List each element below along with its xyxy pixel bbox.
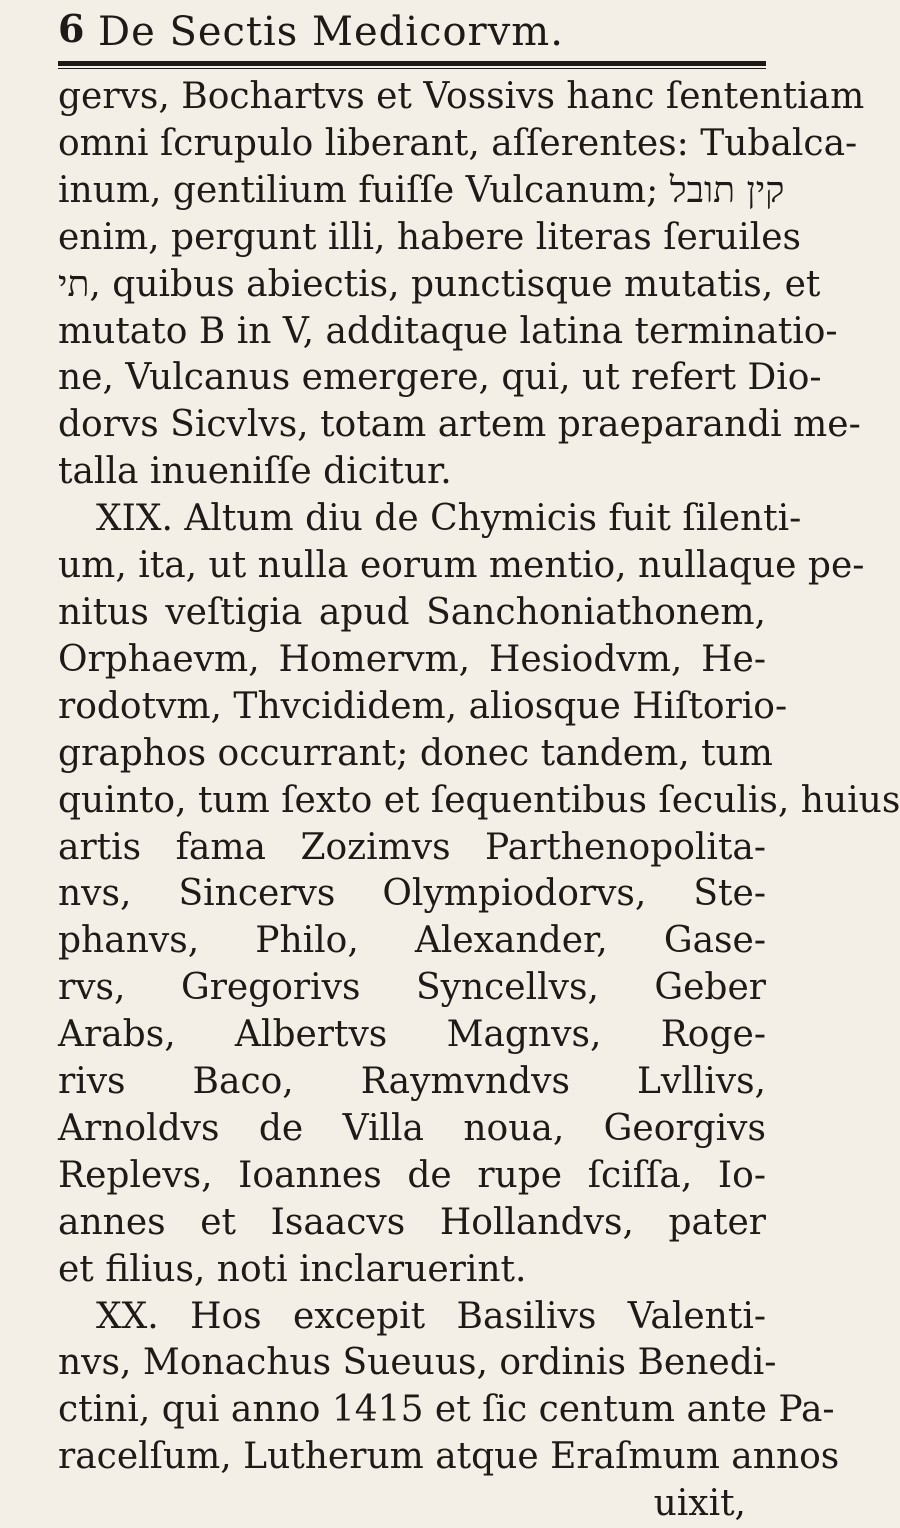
text-line: artis fama Zozimvs Parthenopolita- <box>58 826 766 868</box>
text-line: graphos occurrant; donec tandem, tum <box>58 732 773 774</box>
catchword: uixit, <box>653 1483 746 1525</box>
text-line: XIX. Altum diu de Chymicis fuit ſilenti- <box>96 498 802 540</box>
page-number: 6 <box>58 6 85 51</box>
text-line: et filius, noti inclaruerint. <box>58 1248 527 1290</box>
text-line: nvs, Sincervs Olympiodorvs, Ste- <box>58 873 766 915</box>
text-line: Replevs, Ioannes de rupe ſciſſa, Io- <box>58 1154 766 1196</box>
paragraph-1 <box>58 74 865 496</box>
text-line: annes et Isaacvs Hollandvs, pater <box>58 1201 766 1243</box>
text-line: mutato B in V, additaque latina terminatio- <box>58 310 838 352</box>
paragraph-2 <box>58 496 900 1293</box>
text-line: XX. Hos excepit Basilivs Valenti- <box>96 1295 766 1337</box>
text-line: rodotvm, Thvcididem, aliosque Hiſtorio- <box>58 685 788 727</box>
text-line: omni ſcrupulo liberant, aſſerentes: Tubalca- <box>58 122 858 164</box>
text-line: Orphaevm, Homervm, Hesiodvm, He- <box>58 638 766 680</box>
text-line: quinto, tum ſexto et ſequentibus ſeculis, huius <box>58 779 900 821</box>
text-line: rivs Baco, Raymvndvs Lvllivs, <box>58 1061 766 1103</box>
text-line: תי, quibus abiectis, punctisque mutatis, et <box>58 263 821 305</box>
text-line: talla inueniſſe dicitur. <box>58 451 452 493</box>
text-line: phanvs, Philo, Alexander, Gase- <box>58 920 766 962</box>
text-line: ne, Vulcanus emergere, qui, ut refert Dio- <box>58 357 822 399</box>
running-head <box>58 0 766 60</box>
header-rule <box>58 61 766 66</box>
body-text <box>58 74 900 1528</box>
text-line: ctini, qui anno 1415 et ſic centum ante Pa- <box>58 1389 835 1431</box>
text-line: rvs, Gregorivs Syncellvs, Geber <box>58 967 766 1009</box>
text-line: enim, pergunt illi, habere literas ſeruiles <box>58 216 802 258</box>
paragraph-3 <box>58 1294 840 1528</box>
text-line: inum, gentilium fuiſſe Vulcanum; קין תובל <box>58 169 785 211</box>
text-line: nvs, Monachus Sueuus, ordinis Benedi- <box>58 1342 777 1384</box>
text-line: Arnoldvs de Villa noua, Georgivs <box>58 1107 766 1149</box>
text-line: racelſum, Lutherum atque Eraſmum annos <box>58 1436 840 1478</box>
text-line: Arabs, Albertvs Magnvs, Roge- <box>58 1014 766 1056</box>
text-line: um, ita, ut nulla eorum mentio, nullaque pe- <box>58 545 865 587</box>
running-title: De Sectis Medicorvm. <box>98 9 564 55</box>
text-line: dorvs Sicvlvs, totam artem praeparandi me- <box>58 404 861 446</box>
text-line: gervs, Bochartvs et Vossivs hanc ſententiam <box>58 76 865 117</box>
text-line: nitus veſtigia apud Sanchoniathonem, <box>58 591 766 633</box>
